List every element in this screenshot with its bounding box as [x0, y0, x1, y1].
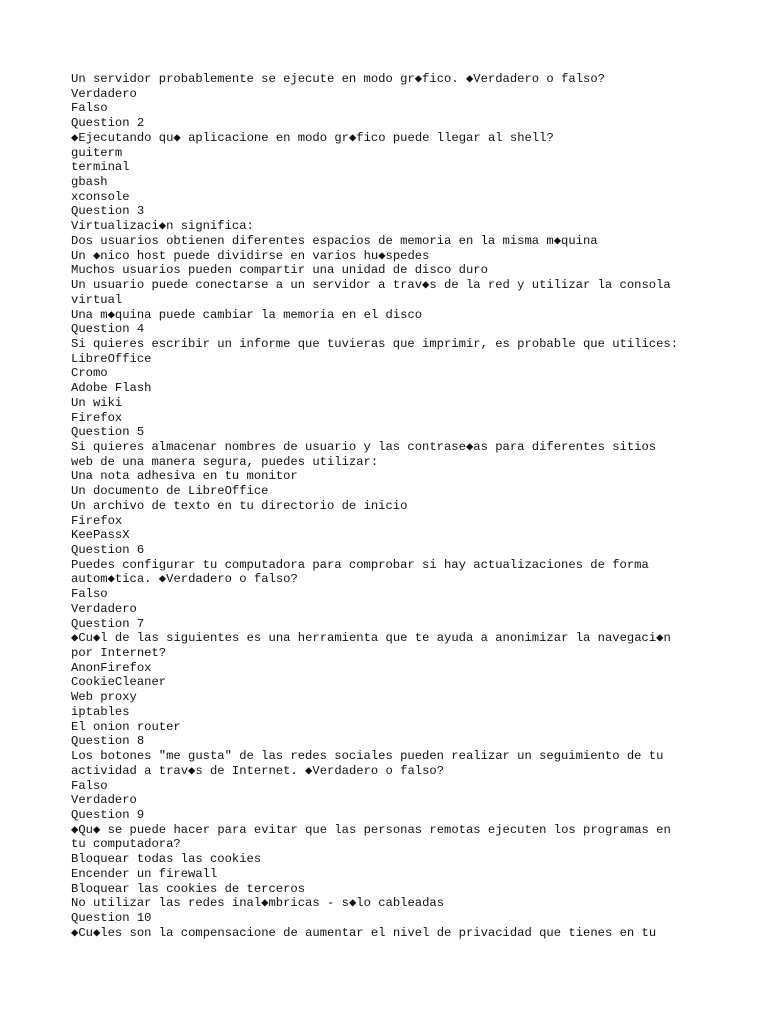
- document-line: Un archivo de texto en tu directorio de inicio: [71, 498, 408, 513]
- document-line: Un wiki: [71, 395, 123, 410]
- document-line: Question 2: [71, 116, 145, 131]
- document-line: Question 7: [71, 616, 145, 631]
- document-line: por Internet?: [71, 646, 167, 661]
- document-line: Falso: [71, 587, 108, 602]
- document-line: Un usuario puede conectarse a un servidor a trav◆s de la red y utilizar la consola: [71, 278, 671, 293]
- document-line: Puedes configurar tu computadora para comprobar si hay actualizaciones de forma: [71, 557, 649, 572]
- document-line: Cromo: [71, 366, 108, 381]
- document-line: Question 4: [71, 322, 145, 337]
- document-line: Verdadero: [71, 86, 137, 101]
- document-line: Falso: [71, 778, 108, 793]
- document-line: iptables: [71, 704, 130, 719]
- document-line: actividad a trav◆s de Internet. ◆Verdadero o falso?: [71, 763, 445, 778]
- document-line: Una nota adhesiva en tu monitor: [71, 469, 298, 484]
- document-line: Los botones "me gusta" de las redes sociales pueden realizar un seguimiento de tu: [71, 749, 664, 764]
- document-line: CookieCleaner: [71, 675, 167, 690]
- document-line: Question 5: [71, 425, 145, 440]
- document-line: web de una manera segura, puedes utilizar:: [71, 454, 379, 469]
- document-line: KeePassX: [71, 528, 130, 543]
- document-line: Verdadero: [71, 793, 137, 808]
- document-line: ◆Qu◆ se puede hacer para evitar que las personas remotas ejecuten los programas en: [71, 822, 671, 837]
- document-line: Question 3: [71, 204, 145, 219]
- document-line: Encender un firewall: [71, 866, 218, 881]
- document-line: Dos usuarios obtienen diferentes espacios de memoria en la misma m◆quina: [71, 233, 598, 248]
- document-line: No utilizar las redes inal◆mbricas - s◆lo cableadas: [71, 896, 445, 911]
- document-line: Question 8: [71, 734, 145, 749]
- document-line: guiterm: [71, 145, 123, 160]
- document-line: Question 6: [71, 543, 145, 557]
- document-line: autom◆tica. ◆Verdadero o falso?: [71, 572, 298, 587]
- document-line: Bloquear todas las cookies: [71, 852, 262, 867]
- document-line: Adobe Flash: [71, 381, 152, 396]
- document-line: Question 10: [71, 910, 152, 925]
- document-line: Bloquear las cookies de terceros: [71, 881, 306, 896]
- document-line: xconsole: [71, 189, 130, 204]
- document-line: tu computadora?: [71, 837, 181, 852]
- document-line: Una m◆quina puede cambiar la memoria en el disco: [71, 307, 423, 322]
- document-line: Un ◆nico host puede dividirse en varios hu◆spedes: [71, 248, 430, 263]
- document-line: LibreOffice: [71, 351, 152, 366]
- document-line: Firefox: [71, 410, 123, 425]
- document-line: ◆Cu◆l de las siguientes es una herramienta que te ayuda a anonimizar la navegaci◆n: [71, 631, 671, 646]
- document-line: Un servidor probablemente se ejecute en modo gr◆fico. ◆Verdadero o falso?: [71, 72, 605, 86]
- document-line: Firefox: [71, 513, 123, 528]
- document-line: Si quieres almacenar nombres de usuario y las contrase◆as para diferentes sitios: [71, 439, 657, 454]
- document-line: AnonFirefox: [71, 660, 152, 675]
- document-line: ◆Cu◆les son la compensacione de aumentar el nivel de privacidad que tienes en tu: [71, 925, 657, 940]
- document-line: Si quieres escribir un informe que tuvieras que imprimir, es probable que utilices:: [71, 336, 679, 351]
- document-line: ◆Ejecutando qu◆ aplicacione en modo gr◆fico puede llegar al shell?: [71, 130, 554, 145]
- document-line: Un documento de LibreOffice: [71, 484, 269, 499]
- document-page: [71, 72, 711, 940]
- document-line: Virtualizaci◆n significa:: [71, 219, 254, 234]
- document-line: Verdadero: [71, 601, 137, 616]
- document-line: Question 9: [71, 807, 145, 822]
- document-line: terminal: [71, 160, 130, 175]
- document-line: Muchos usuarios pueden compartir una unidad de disco duro: [71, 263, 488, 278]
- document-line: Falso: [71, 101, 108, 116]
- document-line: Web proxy: [71, 690, 137, 705]
- document-line: El onion router: [71, 719, 181, 734]
- document-line: virtual: [71, 292, 123, 307]
- document-line: gbash: [71, 175, 108, 190]
